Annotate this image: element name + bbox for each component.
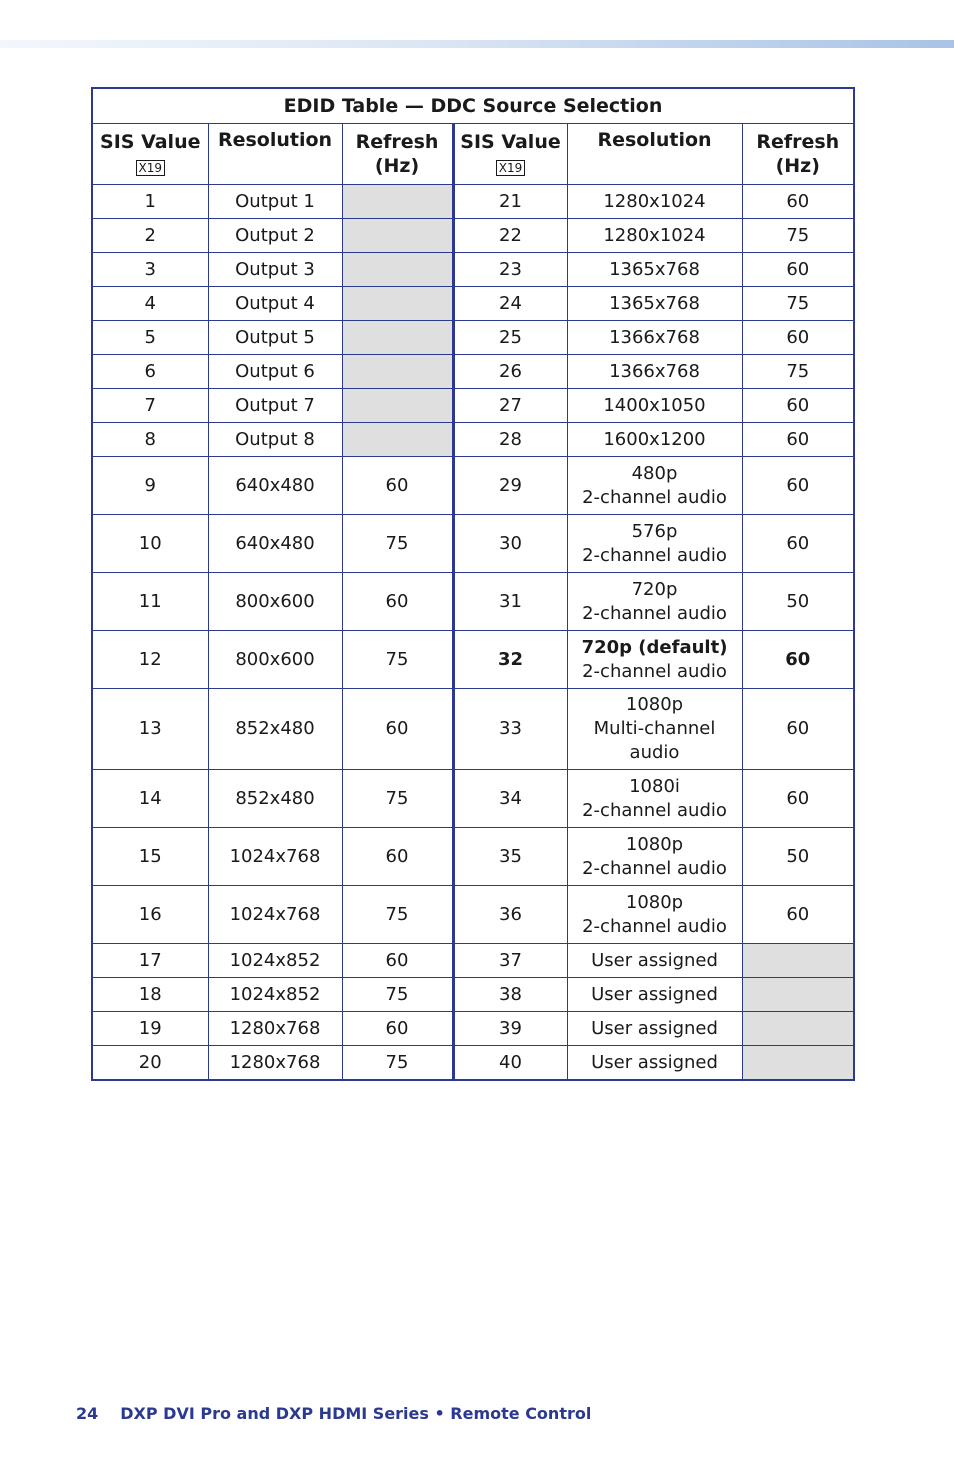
sis-value-cell: 13 xyxy=(92,689,208,770)
refresh-cell: 60 xyxy=(742,321,854,355)
resolution-cell: 1280x768 xyxy=(208,1012,342,1046)
resolution-line: 576p xyxy=(631,520,678,542)
refresh-cell: 75 xyxy=(742,355,854,389)
sis-value-cell: 2 xyxy=(92,219,208,253)
resolution-cell: 1024x768 xyxy=(208,886,342,944)
sis-value-cell: 18 xyxy=(92,978,208,1012)
sis-value-cell: 32 xyxy=(453,631,567,689)
refresh-cell: 75 xyxy=(742,287,854,321)
resolution-cell xyxy=(567,689,742,770)
header-refresh-right xyxy=(742,124,854,185)
refresh-cell: 75 xyxy=(342,515,453,573)
sis-value-cell: 6 xyxy=(92,355,208,389)
resolution-line: 720p (default) xyxy=(581,636,728,658)
refresh-cell: 60 xyxy=(742,423,854,457)
table-row xyxy=(92,631,854,689)
table-row xyxy=(92,515,854,573)
resolution-cell: Output 3 xyxy=(208,253,342,287)
sis-value-cell: 37 xyxy=(453,944,567,978)
resolution-cell xyxy=(567,828,742,886)
table-row xyxy=(92,355,854,389)
resolution-line: 1080p xyxy=(625,694,684,715)
sis-value-cell: 35 xyxy=(453,828,567,886)
table-row xyxy=(92,389,854,423)
resolution-line: 1080p xyxy=(625,833,684,855)
resolution-line: 1600x1200 xyxy=(603,428,706,450)
table-row xyxy=(92,689,854,770)
table-row xyxy=(92,944,854,978)
refresh-cell: 60 xyxy=(342,573,453,631)
sis-value-cell: 3 xyxy=(92,253,208,287)
resolution-cell xyxy=(567,770,742,828)
refresh-cell: 60 xyxy=(342,689,453,770)
header-sis-value-right xyxy=(453,124,567,185)
refresh-cell xyxy=(742,1046,854,1081)
resolution-line: 2-channel audio xyxy=(582,486,727,508)
sis-value-cell: 38 xyxy=(453,978,567,1012)
sis-value-cell: 24 xyxy=(453,287,567,321)
sis-value-cell: 29 xyxy=(453,457,567,515)
refresh-cell xyxy=(742,1012,854,1046)
resolution-cell: Output 4 xyxy=(208,287,342,321)
resolution-line: 1366x768 xyxy=(609,326,700,348)
table-row xyxy=(92,573,854,631)
refresh-cell xyxy=(742,978,854,1012)
refresh-cell xyxy=(342,423,453,457)
resolution-cell: Output 8 xyxy=(208,423,342,457)
resolution-line: User assigned xyxy=(591,983,718,1005)
resolution-cell xyxy=(567,185,742,219)
refresh-cell: 50 xyxy=(742,828,854,886)
resolution-line: audio xyxy=(629,742,680,763)
header-refresh-unit: (Hz) xyxy=(775,155,820,177)
sis-value-cell: 12 xyxy=(92,631,208,689)
table-row xyxy=(92,253,854,287)
table-row xyxy=(92,1046,854,1081)
refresh-cell: 75 xyxy=(742,219,854,253)
sis-value-cell: 31 xyxy=(453,573,567,631)
resolution-cell: 640x480 xyxy=(208,515,342,573)
header-resolution-right xyxy=(567,124,742,185)
page-number: 24 xyxy=(76,1404,99,1423)
resolution-cell xyxy=(567,321,742,355)
resolution-cell: Output 6 xyxy=(208,355,342,389)
resolution-line: 2-channel audio xyxy=(582,660,727,682)
resolution-line: 1366x768 xyxy=(609,360,700,382)
header-gradient-bar xyxy=(0,40,954,48)
refresh-cell xyxy=(342,287,453,321)
resolution-line: 2-channel audio xyxy=(582,915,727,937)
header-refresh-label: Refresh xyxy=(355,131,439,153)
refresh-cell: 60 xyxy=(342,944,453,978)
resolution-cell xyxy=(567,219,742,253)
resolution-line: 1280x1024 xyxy=(603,224,706,246)
table-row xyxy=(92,423,854,457)
resolution-line: 1080i xyxy=(629,775,680,797)
table-row xyxy=(92,287,854,321)
resolution-line: 2-channel audio xyxy=(582,857,727,879)
resolution-cell xyxy=(567,423,742,457)
resolution-line: 1365x768 xyxy=(609,292,700,314)
sis-value-cell: 19 xyxy=(92,1012,208,1046)
table-row xyxy=(92,770,854,828)
sis-value-cell: 33 xyxy=(453,689,567,770)
refresh-cell xyxy=(742,944,854,978)
sis-value-cell: 4 xyxy=(92,287,208,321)
resolution-cell: 800x600 xyxy=(208,573,342,631)
sis-value-cell: 34 xyxy=(453,770,567,828)
resolution-line: 480p xyxy=(631,462,678,484)
resolution-line: 1080p xyxy=(625,891,684,913)
refresh-cell: 60 xyxy=(742,886,854,944)
resolution-line: User assigned xyxy=(591,1051,718,1073)
resolution-cell xyxy=(567,573,742,631)
table-row xyxy=(92,457,854,515)
sis-value-cell: 5 xyxy=(92,321,208,355)
resolution-cell xyxy=(567,457,742,515)
resolution-cell: Output 2 xyxy=(208,219,342,253)
resolution-cell xyxy=(567,287,742,321)
resolution-cell xyxy=(567,1046,742,1081)
refresh-cell: 60 xyxy=(742,770,854,828)
header-resolution-label: Resolution xyxy=(217,129,333,151)
refresh-cell: 75 xyxy=(342,1046,453,1081)
refresh-cell: 75 xyxy=(342,886,453,944)
table-header-row xyxy=(92,124,854,185)
header-resolution-left xyxy=(208,124,342,185)
refresh-cell xyxy=(342,321,453,355)
refresh-cell xyxy=(342,389,453,423)
sis-value-cell: 16 xyxy=(92,886,208,944)
resolution-line: 1365x768 xyxy=(609,258,700,280)
resolution-cell: 852x480 xyxy=(208,770,342,828)
resolution-cell: 852x480 xyxy=(208,689,342,770)
resolution-cell xyxy=(567,253,742,287)
sis-value-cell: 20 xyxy=(92,1046,208,1081)
sis-value-cell: 9 xyxy=(92,457,208,515)
sis-value-cell: 17 xyxy=(92,944,208,978)
resolution-line: 1280x1024 xyxy=(603,190,706,212)
table-row xyxy=(92,1012,854,1046)
refresh-cell: 60 xyxy=(742,389,854,423)
resolution-cell xyxy=(567,355,742,389)
resolution-cell: 1024x852 xyxy=(208,944,342,978)
resolution-cell: Output 1 xyxy=(208,185,342,219)
refresh-cell: 75 xyxy=(342,631,453,689)
sis-value-cell: 28 xyxy=(453,423,567,457)
resolution-cell: 640x480 xyxy=(208,457,342,515)
table-row xyxy=(92,978,854,1012)
table-row xyxy=(92,828,854,886)
table-row xyxy=(92,185,854,219)
resolution-cell: 1280x768 xyxy=(208,1046,342,1081)
resolution-line: Multi-channel xyxy=(593,718,716,739)
page-footer xyxy=(76,1404,591,1423)
refresh-cell: 50 xyxy=(742,573,854,631)
refresh-cell: 60 xyxy=(342,457,453,515)
resolution-line: User assigned xyxy=(591,1017,718,1039)
refresh-cell xyxy=(342,185,453,219)
x19-badge: X19 xyxy=(496,160,526,176)
sis-value-cell: 14 xyxy=(92,770,208,828)
refresh-cell: 75 xyxy=(342,978,453,1012)
resolution-line: 720p xyxy=(631,578,678,600)
sis-value-cell: 10 xyxy=(92,515,208,573)
resolution-cell xyxy=(567,886,742,944)
sis-value-cell: 7 xyxy=(92,389,208,423)
resolution-line: 2-channel audio xyxy=(582,799,727,821)
sis-value-cell: 22 xyxy=(453,219,567,253)
sis-value-cell: 40 xyxy=(453,1046,567,1081)
refresh-cell: 60 xyxy=(742,457,854,515)
header-sis-value-left xyxy=(92,124,208,185)
header-refresh-unit: (Hz) xyxy=(374,155,420,177)
sis-value-cell: 36 xyxy=(453,886,567,944)
refresh-cell: 60 xyxy=(742,515,854,573)
refresh-cell: 60 xyxy=(742,631,854,689)
sis-value-cell: 1 xyxy=(92,185,208,219)
sis-value-cell: 8 xyxy=(92,423,208,457)
resolution-cell xyxy=(567,978,742,1012)
refresh-cell: 60 xyxy=(742,253,854,287)
resolution-cell xyxy=(567,631,742,689)
resolution-line: 2-channel audio xyxy=(582,544,727,566)
resolution-cell: 800x600 xyxy=(208,631,342,689)
sis-value-cell: 11 xyxy=(92,573,208,631)
x19-badge: X19 xyxy=(136,160,166,176)
table-row xyxy=(92,219,854,253)
sis-value-cell: 26 xyxy=(453,355,567,389)
sis-value-cell: 39 xyxy=(453,1012,567,1046)
resolution-cell xyxy=(567,1012,742,1046)
resolution-cell: 1024x852 xyxy=(208,978,342,1012)
sis-value-cell: 27 xyxy=(453,389,567,423)
refresh-cell xyxy=(342,253,453,287)
header-refresh-label: Refresh xyxy=(756,131,840,153)
table-row xyxy=(92,321,854,355)
refresh-cell: 60 xyxy=(342,1012,453,1046)
refresh-cell: 60 xyxy=(742,689,854,770)
resolution-line: 1400x1050 xyxy=(603,394,706,416)
refresh-cell xyxy=(342,355,453,389)
refresh-cell xyxy=(342,219,453,253)
header-sis-label: SIS Value xyxy=(460,131,561,153)
header-refresh-left xyxy=(342,124,453,185)
refresh-cell: 60 xyxy=(742,185,854,219)
resolution-cell: Output 5 xyxy=(208,321,342,355)
resolution-cell: 1024x768 xyxy=(208,828,342,886)
sis-value-cell: 30 xyxy=(453,515,567,573)
table-body xyxy=(92,185,854,1081)
edid-table xyxy=(91,87,855,1081)
sis-value-cell: 21 xyxy=(453,185,567,219)
table-title: EDID Table — DDC Source Selection xyxy=(92,88,854,124)
header-resolution-label: Resolution xyxy=(597,129,712,151)
resolution-cell xyxy=(567,944,742,978)
sis-value-cell: 23 xyxy=(453,253,567,287)
resolution-cell xyxy=(567,389,742,423)
document-title: DXP DVI Pro and DXP HDMI Series • Remote Control xyxy=(120,1404,592,1423)
table-row xyxy=(92,886,854,944)
resolution-line: User assigned xyxy=(591,949,718,971)
resolution-cell: Output 7 xyxy=(208,389,342,423)
header-sis-label: SIS Value xyxy=(100,131,201,153)
sis-value-cell: 15 xyxy=(92,828,208,886)
sis-value-cell: 25 xyxy=(453,321,567,355)
resolution-cell xyxy=(567,515,742,573)
resolution-line: 2-channel audio xyxy=(582,602,727,624)
refresh-cell: 60 xyxy=(342,828,453,886)
refresh-cell: 75 xyxy=(342,770,453,828)
